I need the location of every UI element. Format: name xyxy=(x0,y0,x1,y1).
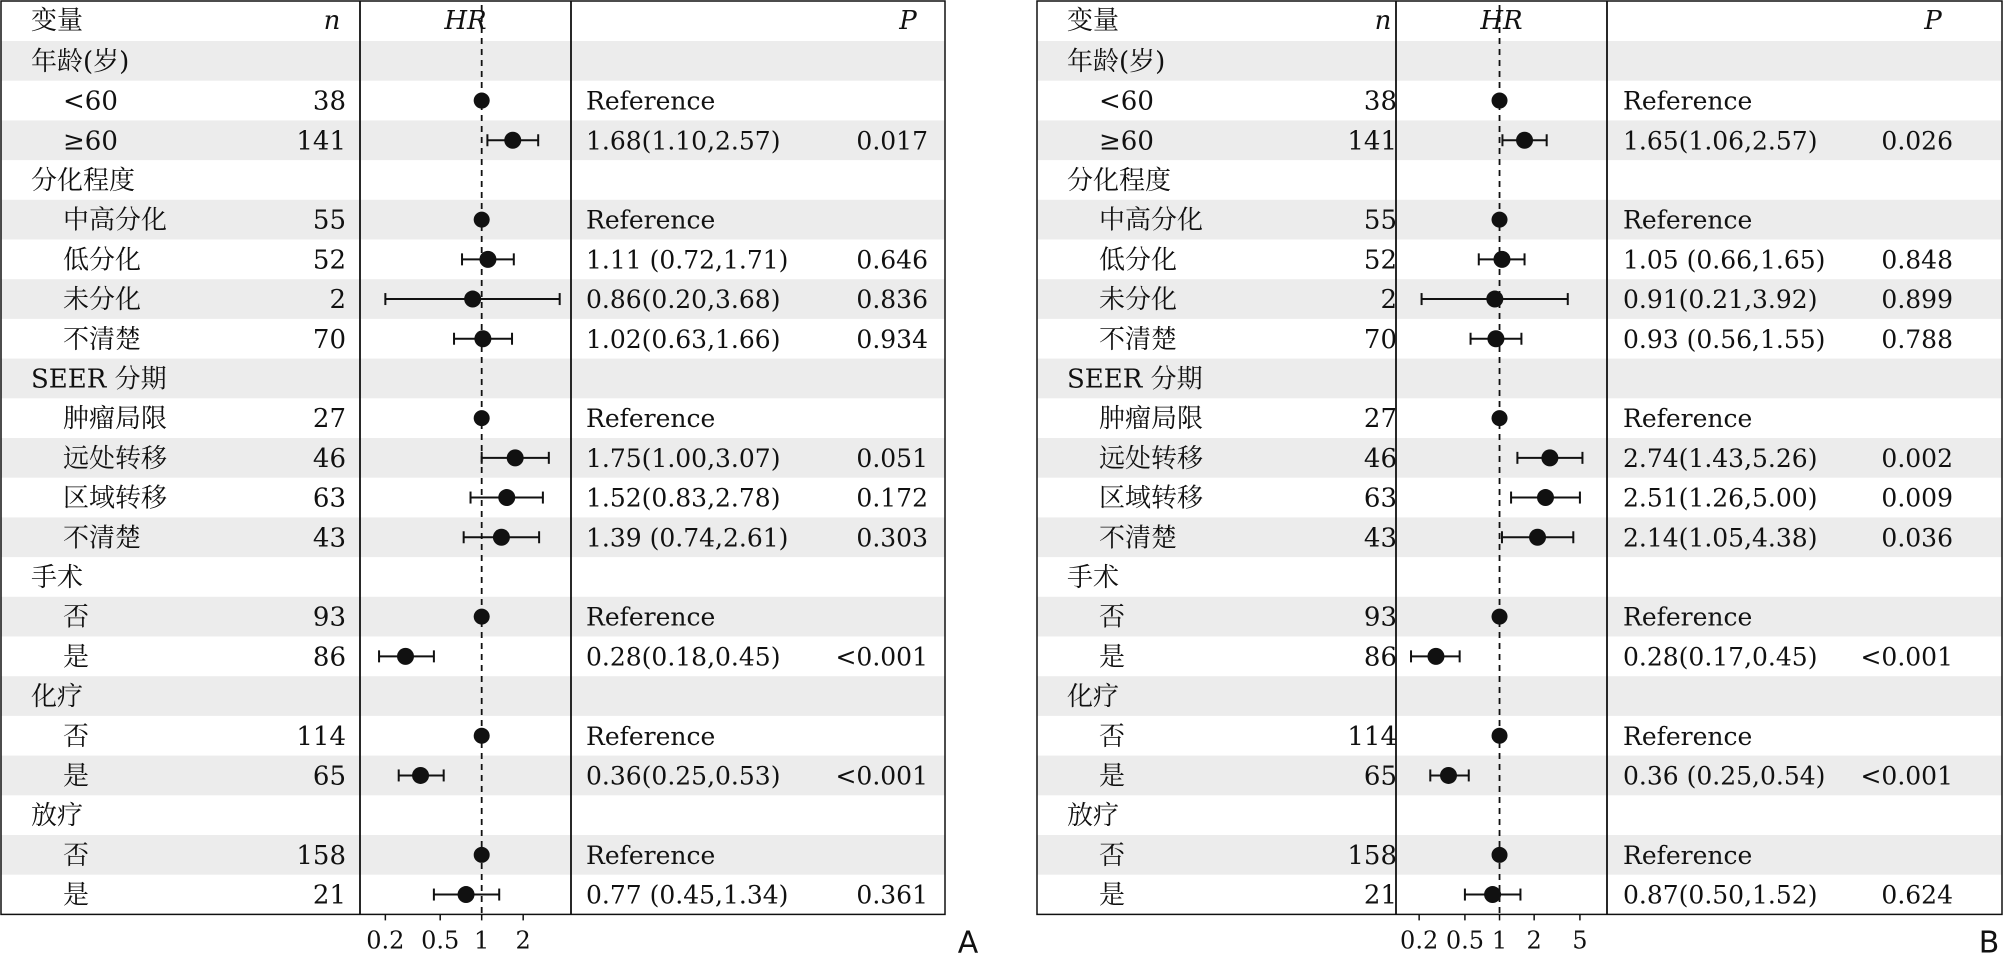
variable-group-label: 分化程度 xyxy=(31,165,136,196)
hr-ci-text: 2.74(1.43,5.26) xyxy=(1623,443,1818,473)
hr-point xyxy=(1486,291,1503,308)
variable-group-label: 年龄(岁) xyxy=(1067,46,1166,77)
variable-level-label: 是 xyxy=(63,761,90,792)
hr-ci-text: 1.02(0.63,1.66) xyxy=(586,324,781,354)
variable-level-label: 是 xyxy=(1099,642,1126,673)
hr-ci-text: 0.36(0.25,0.53) xyxy=(586,761,781,791)
variable-level-label: 低分化 xyxy=(63,245,142,276)
p-value: 0.934 xyxy=(856,324,928,354)
header-hr: HR xyxy=(1480,6,1523,36)
n-value: 27 xyxy=(312,404,346,435)
header-variable: 变量 xyxy=(1067,6,1120,36)
n-value: 52 xyxy=(312,245,346,276)
reference-point xyxy=(1492,410,1508,426)
variable-level-label: 不清楚 xyxy=(1099,523,1178,554)
hr-point xyxy=(493,529,510,546)
x-tick-label: 0.5 xyxy=(421,926,460,954)
hr-ci-text: 1.68(1.10,2.57) xyxy=(586,126,781,156)
variable-group-label: SEER 分期 xyxy=(1067,364,1203,395)
variable-level-label: 否 xyxy=(63,602,90,633)
n-value: 2 xyxy=(1380,285,1397,316)
n-value: 21 xyxy=(312,880,346,911)
reference-label: Reference xyxy=(586,602,716,632)
n-value: 38 xyxy=(1363,86,1397,117)
hr-point xyxy=(412,767,429,784)
variable-group-label: 放疗 xyxy=(31,801,84,832)
p-value: 0.303 xyxy=(856,523,928,553)
reference-label: Reference xyxy=(586,205,716,235)
reference-label: Reference xyxy=(1623,86,1753,116)
hr-ci-text: 1.39 (0.74,2.61) xyxy=(586,523,789,553)
variable-level-label: 中高分化 xyxy=(63,205,168,236)
variable-level-label: 肿瘤局限 xyxy=(1099,404,1204,435)
hr-ci-text: 0.36 (0.25,0.54) xyxy=(1623,761,1826,791)
n-value: 70 xyxy=(312,324,346,355)
n-value: 65 xyxy=(1363,761,1397,792)
n-value: 43 xyxy=(312,523,346,554)
reference-point xyxy=(474,847,490,863)
n-value: 141 xyxy=(1347,126,1397,157)
x-tick-label: 0.2 xyxy=(366,926,405,954)
n-value: 70 xyxy=(1363,324,1397,355)
hr-ci-text: 0.77 (0.45,1.34) xyxy=(586,880,789,910)
hr-point xyxy=(474,330,491,347)
variable-group-label: 分化程度 xyxy=(1067,165,1172,196)
hr-ci-text: 0.93 (0.56,1.55) xyxy=(1623,324,1826,354)
variable-group-label: SEER 分期 xyxy=(31,364,167,395)
hr-point xyxy=(464,291,481,308)
p-value: <0.001 xyxy=(835,642,928,672)
n-value: 86 xyxy=(1363,642,1397,673)
variable-level-label: 否 xyxy=(63,721,90,752)
variable-level-label: 不清楚 xyxy=(63,523,142,554)
row-stripe xyxy=(1,676,945,716)
header-n: n xyxy=(323,6,341,36)
hr-point xyxy=(507,449,524,466)
p-value: 0.172 xyxy=(856,483,928,513)
reference-point xyxy=(474,93,490,109)
variable-level-label: 否 xyxy=(1099,721,1126,752)
hr-point xyxy=(504,132,521,149)
variable-level-label: <60 xyxy=(63,86,118,117)
n-value: 38 xyxy=(312,86,346,117)
reference-label: Reference xyxy=(586,404,716,434)
variable-level-label: 中高分化 xyxy=(1099,205,1204,236)
row-stripe xyxy=(1037,676,2002,716)
n-value: 46 xyxy=(1363,443,1397,474)
hr-ci-text: 1.65(1.06,2.57) xyxy=(1623,126,1818,156)
hr-point xyxy=(1484,886,1501,903)
reference-point xyxy=(1492,728,1508,744)
n-value: 21 xyxy=(1363,880,1397,911)
hr-ci-text: 1.05 (0.66,1.65) xyxy=(1623,245,1826,275)
p-value: 0.899 xyxy=(1881,285,1953,315)
x-tick-label: 1 xyxy=(474,926,490,954)
p-value: 0.036 xyxy=(1881,523,1953,553)
variable-group-label: 化疗 xyxy=(1067,682,1120,713)
n-value: 93 xyxy=(312,602,346,633)
reference-label: Reference xyxy=(586,721,716,751)
n-value: 86 xyxy=(312,642,346,673)
hr-point xyxy=(458,886,475,903)
n-value: 158 xyxy=(296,840,346,871)
x-tick-label: 0.5 xyxy=(1445,926,1484,954)
reference-label: Reference xyxy=(586,86,716,116)
n-value: 43 xyxy=(1363,523,1397,554)
reference-label: Reference xyxy=(1623,602,1753,632)
variable-level-label: 是 xyxy=(63,642,90,673)
variable-level-label: <60 xyxy=(1099,86,1154,117)
reference-point xyxy=(1492,212,1508,228)
forest-panel-a xyxy=(1,1,979,954)
variable-group-label: 手术 xyxy=(1067,562,1120,593)
row-stripe xyxy=(1,41,945,81)
header-n: n xyxy=(1374,6,1392,36)
header-p: P xyxy=(899,6,917,36)
reference-point xyxy=(1492,847,1508,863)
n-value: 27 xyxy=(1363,404,1397,435)
forest-panel-b xyxy=(1037,1,2002,954)
header-variable: 变量 xyxy=(31,6,84,36)
variable-level-label: 是 xyxy=(1099,761,1126,792)
row-stripe xyxy=(1037,41,2002,81)
p-value: <0.001 xyxy=(1860,642,1953,672)
n-value: 55 xyxy=(1363,205,1397,236)
x-tick-label: 0.2 xyxy=(1400,926,1439,954)
hr-ci-text: 0.28(0.18,0.45) xyxy=(586,642,781,672)
p-value: 0.848 xyxy=(1881,245,1953,275)
reference-label: Reference xyxy=(1623,721,1753,751)
n-value: 63 xyxy=(312,483,346,514)
p-value: 0.361 xyxy=(856,880,928,910)
n-value: 114 xyxy=(296,721,346,752)
hr-point xyxy=(1537,489,1554,506)
reference-label: Reference xyxy=(1623,840,1753,870)
reference-point xyxy=(474,410,490,426)
variable-level-label: ≥60 xyxy=(1099,126,1154,157)
n-value: 63 xyxy=(1363,483,1397,514)
variable-level-label: 否 xyxy=(1099,602,1126,633)
variable-level-label: 是 xyxy=(63,880,90,911)
n-value: 2 xyxy=(329,285,346,316)
row-stripe xyxy=(1037,597,2002,637)
n-value: 55 xyxy=(312,205,346,236)
variable-group-label: 放疗 xyxy=(1067,801,1120,832)
x-tick-label: 5 xyxy=(1572,926,1588,954)
variable-level-label: 区域转移 xyxy=(1099,483,1204,514)
hr-point xyxy=(1516,132,1533,149)
hr-point xyxy=(1440,767,1457,784)
hr-ci-text: 1.11 (0.72,1.71) xyxy=(586,245,789,275)
variable-level-label: 否 xyxy=(63,840,90,871)
variable-level-label: 否 xyxy=(1099,840,1126,871)
reference-label: Reference xyxy=(586,840,716,870)
hr-point xyxy=(1427,648,1444,665)
hr-ci-text: 2.14(1.05,4.38) xyxy=(1623,523,1818,553)
p-value: 0.017 xyxy=(856,126,928,156)
panel-letter: A xyxy=(957,925,979,954)
hr-point xyxy=(1493,251,1510,268)
x-tick-label: 1 xyxy=(1491,926,1508,954)
hr-ci-text: 1.75(1.00,3.07) xyxy=(586,443,781,473)
reference-label: Reference xyxy=(1623,404,1753,434)
variable-level-label: 低分化 xyxy=(1099,245,1178,276)
p-value: 0.646 xyxy=(856,245,928,275)
hr-point xyxy=(479,251,496,268)
hr-point xyxy=(397,648,414,665)
n-value: 158 xyxy=(1347,840,1397,871)
hr-ci-text: 0.28(0.17,0.45) xyxy=(1623,642,1818,672)
reference-point xyxy=(474,609,490,625)
p-value: 0.009 xyxy=(1881,483,1953,513)
row-stripe xyxy=(1,835,945,875)
variable-group-label: 年龄(岁) xyxy=(31,46,130,77)
row-stripe xyxy=(1,597,945,637)
variable-level-label: 是 xyxy=(1099,880,1126,911)
reference-point xyxy=(1492,93,1508,109)
variable-group-label: 手术 xyxy=(31,562,84,593)
reference-point xyxy=(1492,609,1508,625)
x-tick-label: 2 xyxy=(515,926,531,954)
x-tick-label: 2 xyxy=(1526,926,1542,954)
variable-level-label: 不清楚 xyxy=(1099,324,1178,355)
variable-level-label: ≥60 xyxy=(63,126,118,157)
p-value: 0.026 xyxy=(1881,126,1953,156)
p-value: 0.051 xyxy=(856,443,928,473)
header-hr: HR xyxy=(444,6,487,36)
variable-level-label: 未分化 xyxy=(1099,285,1178,316)
row-stripe xyxy=(1037,756,2002,796)
n-value: 46 xyxy=(312,443,346,474)
row-stripe xyxy=(1037,835,2002,875)
variable-level-label: 肿瘤局限 xyxy=(63,404,168,435)
p-value: 0.788 xyxy=(1881,324,1953,354)
hr-ci-text: 0.86(0.20,3.68) xyxy=(586,285,781,315)
hr-ci-text: 0.87(0.50,1.52) xyxy=(1623,880,1818,910)
variable-level-label: 区域转移 xyxy=(63,483,168,514)
p-value: <0.001 xyxy=(1860,761,1953,791)
n-value: 114 xyxy=(1347,721,1397,752)
reference-point xyxy=(474,728,490,744)
n-value: 141 xyxy=(296,126,346,157)
header-p: P xyxy=(1924,6,1942,36)
p-value: 0.624 xyxy=(1881,880,1953,910)
variable-level-label: 未分化 xyxy=(63,285,142,316)
hr-point xyxy=(1529,529,1546,546)
p-value: 0.002 xyxy=(1881,443,1953,473)
variable-level-label: 远处转移 xyxy=(63,443,168,474)
hr-point xyxy=(1487,330,1504,347)
row-stripe xyxy=(1,120,945,160)
p-value: <0.001 xyxy=(835,761,928,791)
reference-point xyxy=(474,212,490,228)
n-value: 65 xyxy=(312,761,346,792)
hr-ci-text: 2.51(1.26,5.00) xyxy=(1623,483,1818,513)
reference-label: Reference xyxy=(1623,205,1753,235)
panel-letter: B xyxy=(1978,925,2000,954)
variable-level-label: 远处转移 xyxy=(1099,443,1204,474)
variable-group-label: 化疗 xyxy=(31,682,84,713)
row-stripe xyxy=(1,756,945,796)
hr-point xyxy=(1541,449,1558,466)
p-value: 0.836 xyxy=(856,285,928,315)
n-value: 93 xyxy=(1363,602,1397,633)
n-value: 52 xyxy=(1363,245,1397,276)
variable-level-label: 不清楚 xyxy=(63,324,142,355)
hr-point xyxy=(498,489,515,506)
hr-ci-text: 0.91(0.21,3.92) xyxy=(1623,285,1818,315)
hr-ci-text: 1.52(0.83,2.78) xyxy=(586,483,781,513)
